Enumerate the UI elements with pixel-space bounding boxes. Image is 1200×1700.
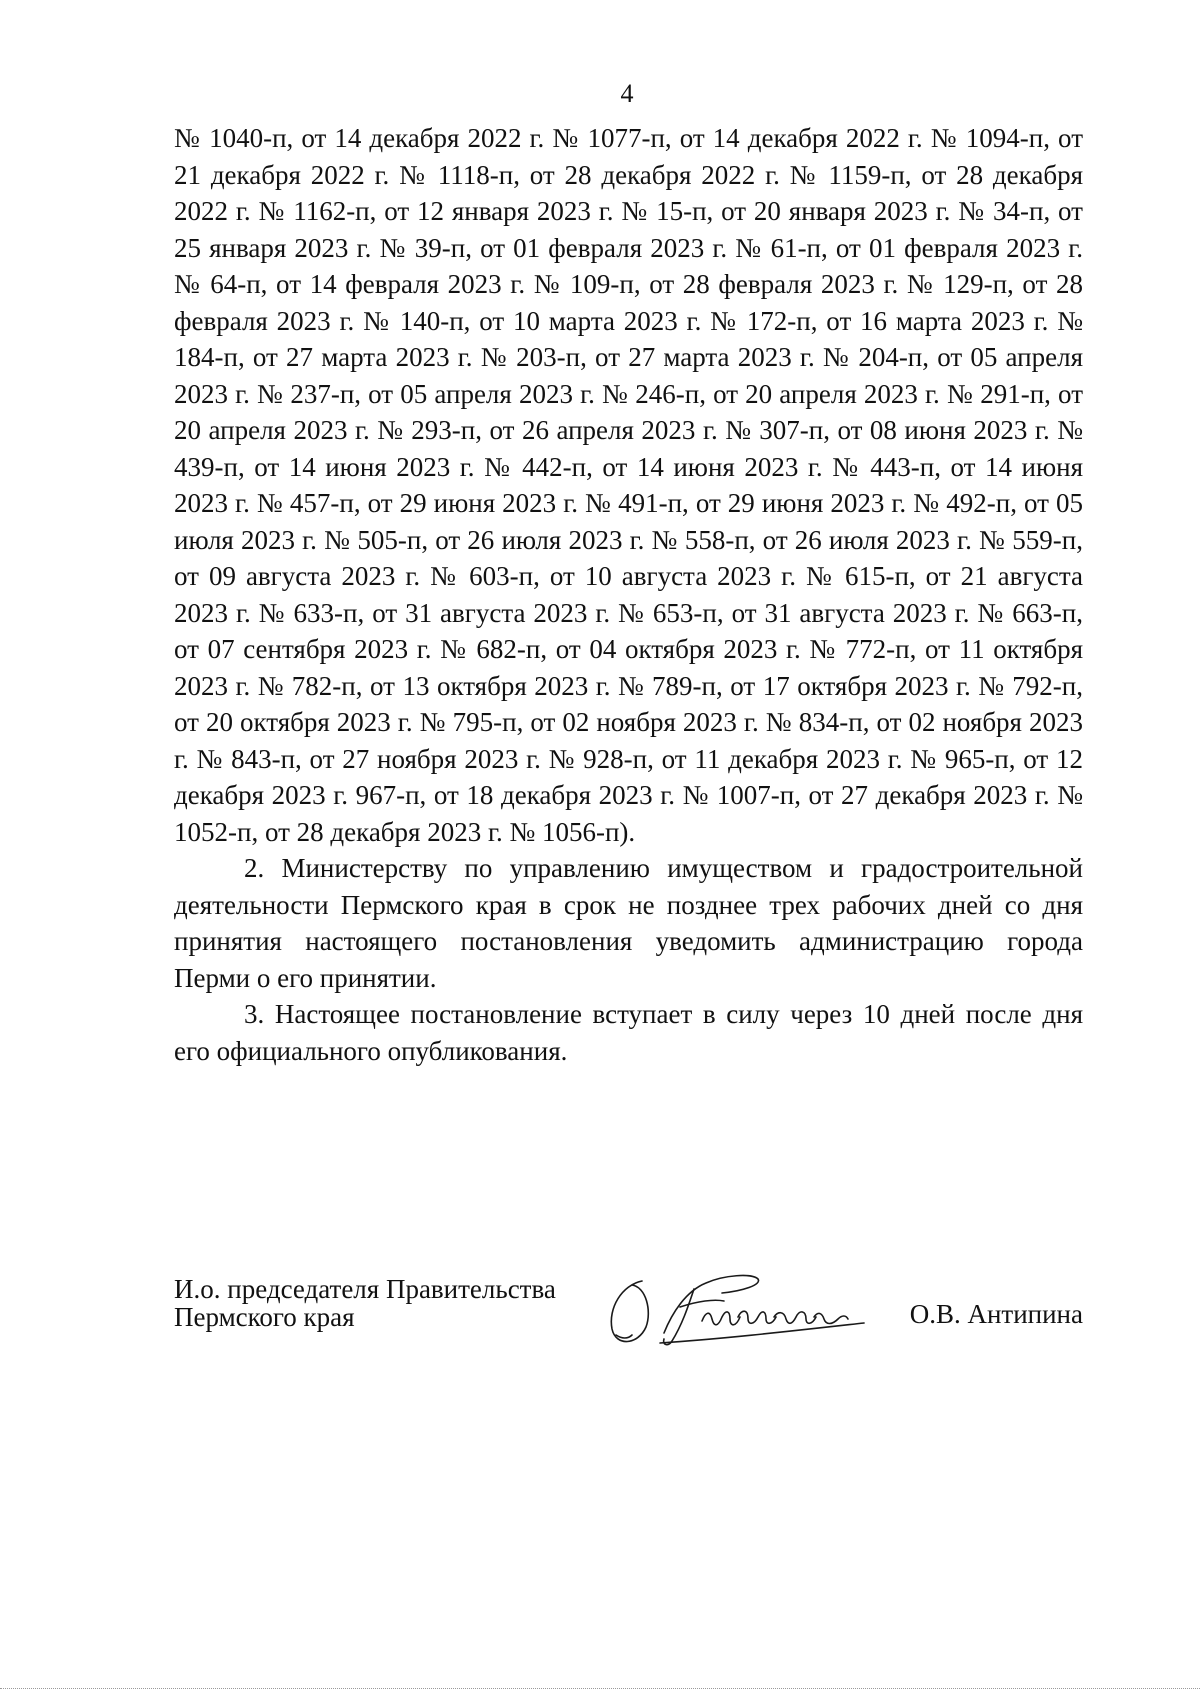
scan-edge-divider xyxy=(0,1688,1200,1689)
signer-title xyxy=(174,1275,556,1331)
signer-name: О.В. Антипина xyxy=(909,1299,1083,1329)
paragraph-amendments-list: № 1040-п, от 14 декабря 2022 г. № 1077-п, от 14 декабря 2022 г. № 1094-п, от 21 декабря 2022 г. № 1118-п, от 28 декабря 2022 г. № 1159-п, от 28 декабря 2022 г. № 1162-п, от 12 января 2023 г. № 15-п, от 20 января 2023 г. № 34-п, от 25 января 2023 г. № 39-п, от 01 февраля 2023 г. № 61-п, от 01 февраля 2023 г. № 64-п, от 14 февраля 2023 г. № 109-п, от 28 февраля 2023 г. № 129-п, от 28 февраля 2023 г. № 140-п, от 10 марта 2023 г. № 172-п, от 16 марта 2023 г. № 184-п, от 27 марта 2023 г. № 203-п, от 27 марта 2023 г. № 204-п, от 05 апреля 2023 г. № 237-п, от 05 апреля 2023 г. № 246-п, от 20 апреля 2023 г. № 291-п, от 20 апреля 2023 г. № 293-п, от 26 апреля 2023 г. № 307-п, от 08 июня 2023 г. № 439-п, от 14 июня 2023 г. № 442-п, от 14 июня 2023 г. № 443-п, от 14 июня 2023 г. № 457-п, от 29 июня 2023 г. № 491-п, от 29 июня 2023 г. № 492-п, от 05 июля 2023 г. № 505-п, от 26 июля 2023 г. № 558-п, от 26 июля 2023 г. № 559-п, от 09 августа 2023 г. № 603-п, от 10 августа 2023 г. № 615-п, от 21 августа 2023 г. № 633-п, от 31 августа 2023 г. № 653-п, от 31 августа 2023 г. № 663-п, от 07 сентября 2023 г. № 682-п, от 04 октября 2023 г. № 772-п, от 11 октября 2023 г. № 782-п, от 13 октября 2023 г. № 789-п, от 17 октября 2023 г. № 792-п, от 20 октября 2023 г. № 795-п, от 02 ноября 2023 г. № 834-п, от 02 ноября 2023 г. № 843-п, от 27 ноября 2023 г. № 928-п, от 11 декабря 2023 г. № 965-п, от 12 декабря 2023 г. 967-п, от 18 декабря 2023 г. № 1007-п, от 27 декабря 2023 г. № 1052-п, от 28 декабря 2023 г. № 1056-п). xyxy=(174,123,1083,847)
signer-title-line-1: И.о. председателя Правительства xyxy=(174,1274,556,1304)
signature-block xyxy=(174,1275,1083,1355)
paragraph-clause-2: 2. Министерству по управлению имуществом и градостроительной деятельности Пермского края в срок не позднее трех рабочих дней со дня принятия настоящего постановления уведомить администрацию города Перми о его принятии. xyxy=(174,853,1083,993)
page-number: 4 xyxy=(620,79,634,108)
paragraph-clause-3: 3. Настоящее постановление вступает в силу через 10 дней после дня его официального опубликования. xyxy=(174,999,1083,1066)
document-body xyxy=(174,120,1083,1069)
handwritten-signature-icon xyxy=(602,1263,902,1353)
signer-title-line-2: Пермского края xyxy=(174,1302,355,1332)
